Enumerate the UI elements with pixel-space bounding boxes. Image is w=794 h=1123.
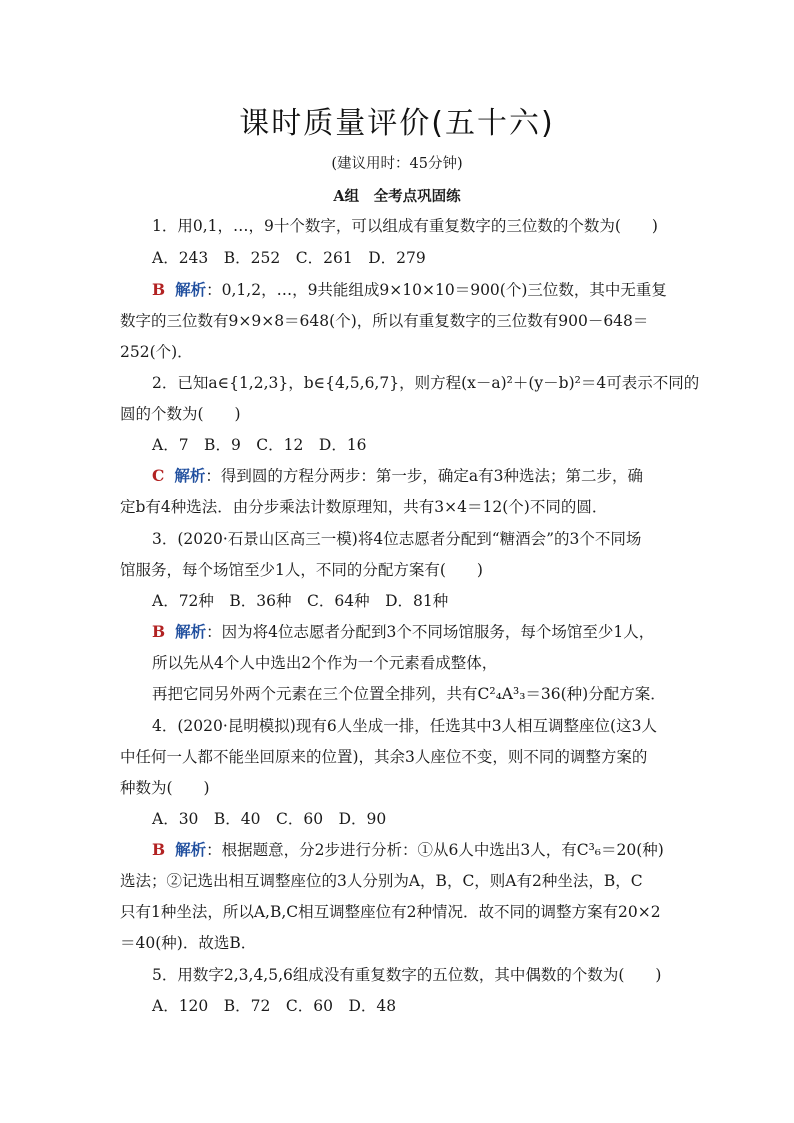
solution-1-line: 252(个)． bbox=[120, 343, 193, 361]
solution-1-line: B 解析：0,1,2，…，9共能组成9×10×10＝900(个)三位数，其中无重复 bbox=[152, 280, 667, 299]
question-1-options: A．243 B．252 C．261 D．279 bbox=[152, 249, 426, 267]
solution-3-line: 所以先从4个人中选出2个作为一个元素看成整体， bbox=[152, 654, 498, 672]
group-heading: A组 全考点巩固练 bbox=[333, 188, 461, 205]
question-4-stem: 4．(2020·昆明模拟)现有6人坐成一排，任选其中3人相互调整座位(这3人 bbox=[152, 717, 657, 735]
question-4-stem: 中任何一人都不能坐回原来的位置)，其余3人座位不变，则不同的调整方案的 bbox=[120, 748, 648, 766]
solution-label: 解析 bbox=[175, 280, 207, 299]
solution-4-line: B 解析：根据题意，分2步进行分析：①从6人中选出3人，有C³₆＝20(种) bbox=[152, 840, 664, 859]
answer-4: B bbox=[152, 840, 166, 859]
question-3-stem: 馆服务，每个场馆至少1人，不同的分配方案有( ) bbox=[120, 561, 483, 579]
solution-label: 解析 bbox=[175, 622, 207, 641]
question-2-stem: 2．已知a∈{1,2,3}，b∈{4,5,6,7}，则方程(x－a)²＋(y－b)²＝4可表示不同的 bbox=[152, 374, 700, 392]
question-4-options: A．30 B．40 C．60 D．90 bbox=[152, 810, 387, 828]
page-title: 课时质量评价(五十六) bbox=[239, 106, 555, 141]
solution-4-line: 只有1种坐法，所以A,B,C相互调整座位有2种情况．故不同的调整方案有20×2 bbox=[120, 903, 661, 921]
solution-3-line: B 解析：因为将4位志愿者分配到3个不同场馆服务，每个场馆至少1人， bbox=[152, 622, 655, 641]
answer-3: B bbox=[152, 622, 166, 641]
solution-label: 解析 bbox=[175, 840, 207, 859]
solution-2-line: 定b有4种选法．由分步乘法计数原理知，共有3×4＝12(个)不同的圆． bbox=[120, 498, 608, 516]
question-1-stem: 1．用0,1，…，9十个数字，可以组成有重复数字的三位数的个数为( ) bbox=[152, 217, 658, 235]
solution-4-line: 选法；②记选出相互调整座位的3人分别为A，B，C，则A有2种坐法，B，C bbox=[120, 872, 643, 890]
solution-4-line: ＝40(种)．故选B． bbox=[120, 934, 257, 952]
answer-1: B bbox=[152, 280, 166, 299]
question-3-stem: 3．(2020·石景山区高三一模)将4位志愿者分配到“糖酒会”的3个不同场 bbox=[152, 530, 642, 548]
question-5-options: A．120 B．72 C．60 D．48 bbox=[152, 997, 397, 1015]
question-5-stem: 5．用数字2,3,4,5,6组成没有重复数字的五位数，其中偶数的个数为( ) bbox=[152, 966, 662, 984]
solution-3-line: 再把它同另外两个元素在三个位置全排列，共有C²₄A³₃＝36(种)分配方案． bbox=[152, 685, 666, 703]
question-4-stem: 种数为( ) bbox=[120, 779, 210, 797]
solution-1-line: 数字的三位数有9×9×8＝648(个)，所以有重复数字的三位数有900－648＝ bbox=[120, 312, 649, 330]
question-2-options: A．7 B．9 C．12 D．16 bbox=[152, 436, 367, 454]
question-2-stem: 圆的个数为( ) bbox=[120, 405, 241, 423]
answer-2: C bbox=[152, 466, 165, 485]
question-3-options: A．72种 B．36种 C．64种 D．81种 bbox=[152, 592, 449, 610]
solution-2-line: C 解析：得到圆的方程分两步：第一步，确定a有3种选法；第二步，确 bbox=[152, 466, 643, 485]
solution-label: 解析 bbox=[174, 466, 206, 485]
suggested-time: (建议用时：45分钟) bbox=[331, 156, 463, 172]
